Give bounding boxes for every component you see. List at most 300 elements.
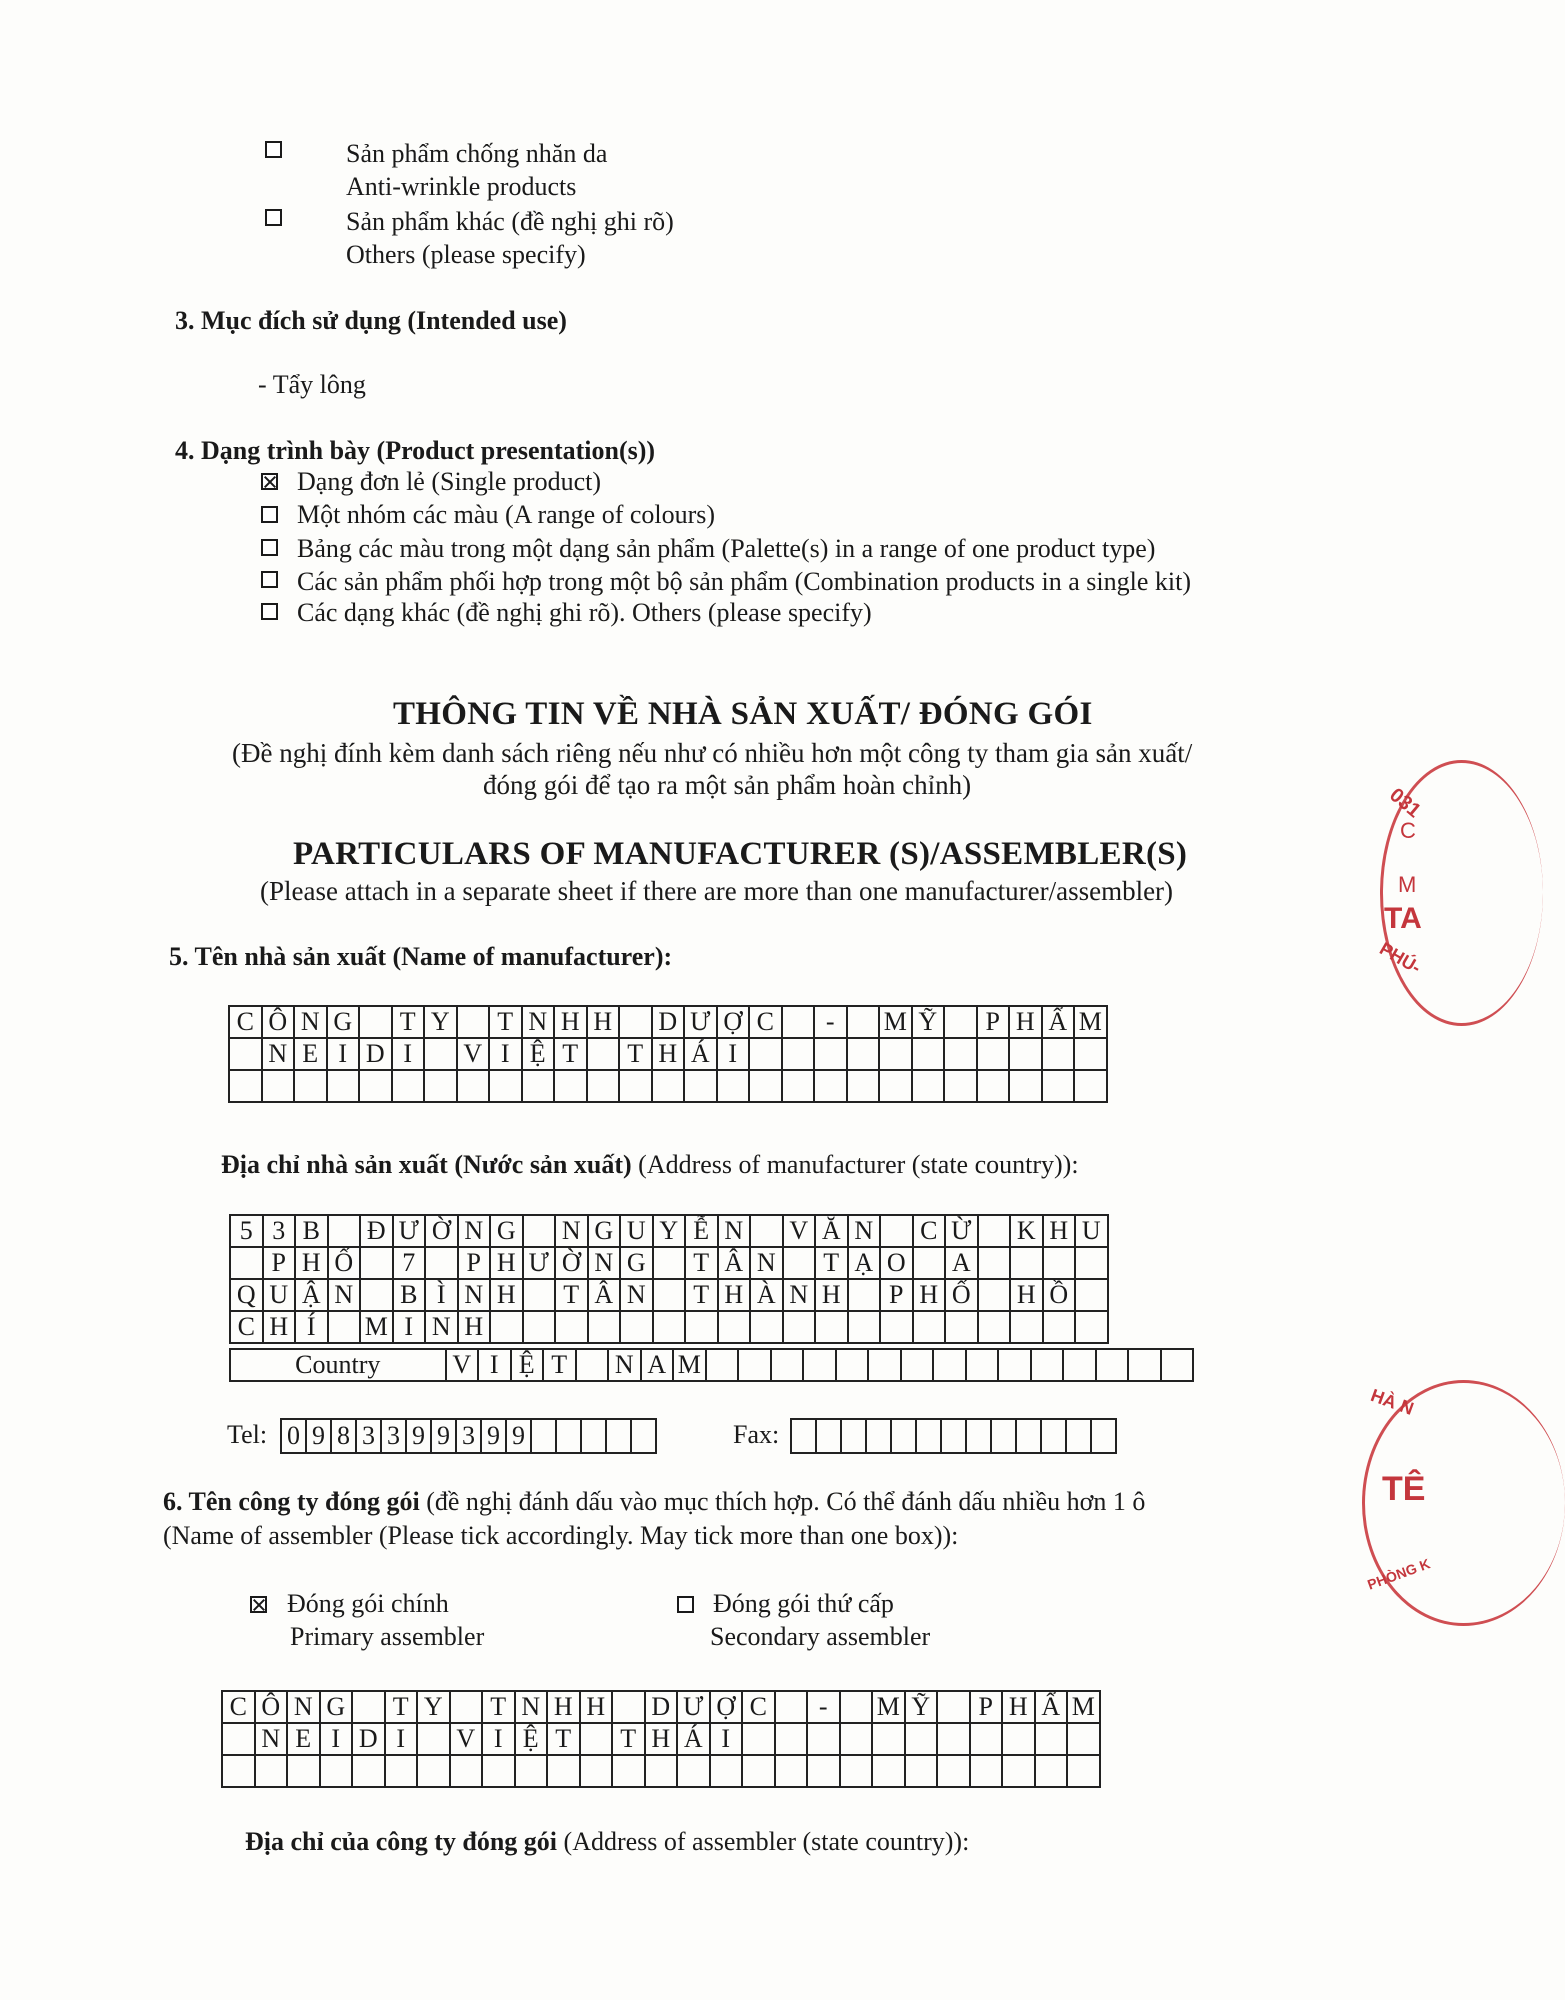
grid-cell[interactable] bbox=[320, 1755, 353, 1787]
grid-cell[interactable]: Ậ bbox=[295, 1279, 328, 1311]
grid-cell[interactable]: N bbox=[287, 1691, 320, 1723]
grid-cell[interactable]: H bbox=[490, 1247, 523, 1279]
grid-cell[interactable]: Ễ bbox=[685, 1215, 718, 1247]
grid-cell[interactable] bbox=[978, 1311, 1011, 1343]
grid-cell[interactable] bbox=[807, 1723, 840, 1755]
grid-cell[interactable] bbox=[1075, 1247, 1108, 1279]
grid-cell[interactable]: H bbox=[295, 1247, 328, 1279]
grid-cell[interactable]: N bbox=[294, 1006, 327, 1038]
grid-cell[interactable]: M bbox=[879, 1006, 912, 1038]
grid-cell[interactable] bbox=[966, 1349, 999, 1381]
grid-cell[interactable] bbox=[937, 1755, 970, 1787]
grid-cell[interactable]: T bbox=[685, 1247, 718, 1279]
grid-cell[interactable] bbox=[360, 1279, 393, 1311]
grid-cell[interactable]: T bbox=[547, 1723, 580, 1755]
grid-cell[interactable] bbox=[1002, 1755, 1035, 1787]
grid-cell[interactable] bbox=[1075, 1279, 1108, 1311]
grid-cell[interactable]: Ỹ bbox=[905, 1691, 938, 1723]
grid-cell[interactable]: Ư bbox=[677, 1691, 710, 1723]
grid-cell[interactable] bbox=[450, 1755, 483, 1787]
grid-cell[interactable] bbox=[424, 1038, 457, 1070]
digit-cell[interactable]: 9 bbox=[432, 1420, 457, 1452]
grid-cell[interactable]: A bbox=[945, 1247, 978, 1279]
grid-cell[interactable] bbox=[912, 1070, 945, 1102]
grid-cell[interactable] bbox=[612, 1691, 645, 1723]
grid-cell[interactable]: I bbox=[710, 1723, 743, 1755]
grid-cell[interactable]: N bbox=[458, 1215, 491, 1247]
digit-cell[interactable] bbox=[1092, 1420, 1117, 1452]
checkbox-other-presentation[interactable] bbox=[261, 603, 278, 620]
grid-cell[interactable] bbox=[872, 1723, 905, 1755]
grid-cell[interactable]: Ờ bbox=[425, 1215, 458, 1247]
grid-cell[interactable]: U bbox=[620, 1215, 653, 1247]
grid-cell[interactable] bbox=[807, 1755, 840, 1787]
grid-cell[interactable]: T bbox=[543, 1349, 576, 1381]
grid-cell[interactable] bbox=[775, 1691, 808, 1723]
grid-cell[interactable]: I bbox=[320, 1723, 353, 1755]
grid-cell[interactable] bbox=[880, 1215, 913, 1247]
grid-cell[interactable]: P bbox=[263, 1247, 296, 1279]
grid-cell[interactable]: P bbox=[977, 1006, 1010, 1038]
grid-cell[interactable] bbox=[547, 1755, 580, 1787]
digit-cell[interactable]: 9 bbox=[407, 1420, 432, 1452]
grid-cell[interactable]: C bbox=[229, 1006, 262, 1038]
grid-cell[interactable]: Ì bbox=[425, 1279, 458, 1311]
grid-cell[interactable] bbox=[998, 1349, 1031, 1381]
grid-cell[interactable]: Á bbox=[677, 1723, 710, 1755]
grid-cell[interactable] bbox=[490, 1311, 523, 1343]
grid-cell[interactable]: Ệ bbox=[515, 1723, 548, 1755]
grid-cell[interactable] bbox=[352, 1691, 385, 1723]
grid-cell[interactable] bbox=[359, 1006, 392, 1038]
grid-cell[interactable] bbox=[912, 1038, 945, 1070]
grid-cell[interactable] bbox=[944, 1070, 977, 1102]
grid-cell[interactable] bbox=[360, 1247, 393, 1279]
grid-cell[interactable] bbox=[588, 1311, 621, 1343]
grid-cell[interactable]: U bbox=[263, 1279, 296, 1311]
grid-cell[interactable]: D bbox=[645, 1691, 678, 1723]
grid-cell[interactable]: M bbox=[1067, 1691, 1100, 1723]
grid-cell[interactable]: À bbox=[750, 1279, 783, 1311]
grid-cell[interactable] bbox=[1042, 1038, 1075, 1070]
grid-cell[interactable] bbox=[619, 1070, 652, 1102]
grid-cell[interactable] bbox=[1042, 1070, 1075, 1102]
grid-cell[interactable]: T bbox=[619, 1038, 652, 1070]
grid-cell[interactable] bbox=[580, 1755, 613, 1787]
grid-cell[interactable] bbox=[815, 1311, 848, 1343]
grid-cell[interactable] bbox=[1010, 1247, 1043, 1279]
grid-cell[interactable] bbox=[944, 1006, 977, 1038]
grid-cell[interactable] bbox=[287, 1755, 320, 1787]
grid-cell[interactable] bbox=[742, 1723, 775, 1755]
grid-cell[interactable]: I bbox=[478, 1349, 511, 1381]
manufacturer-country-grid[interactable] bbox=[229, 1348, 1194, 1382]
grid-cell[interactable] bbox=[1009, 1070, 1042, 1102]
grid-cell[interactable]: Ô bbox=[255, 1691, 288, 1723]
grid-cell[interactable]: Á bbox=[684, 1038, 717, 1070]
grid-cell[interactable]: N bbox=[425, 1311, 458, 1343]
grid-cell[interactable]: Q bbox=[230, 1279, 263, 1311]
grid-cell[interactable] bbox=[392, 1070, 425, 1102]
grid-cell[interactable]: Ệ bbox=[511, 1349, 544, 1381]
grid-cell[interactable] bbox=[645, 1755, 678, 1787]
grid-cell[interactable]: H bbox=[580, 1691, 613, 1723]
grid-cell[interactable]: G bbox=[588, 1215, 621, 1247]
grid-cell[interactable] bbox=[612, 1755, 645, 1787]
grid-cell[interactable] bbox=[1035, 1755, 1068, 1787]
grid-cell[interactable] bbox=[425, 1247, 458, 1279]
digit-cell[interactable]: 3 bbox=[382, 1420, 407, 1452]
grid-cell[interactable] bbox=[1043, 1247, 1076, 1279]
checkbox-others-type[interactable] bbox=[265, 209, 282, 226]
grid-cell[interactable] bbox=[710, 1755, 743, 1787]
grid-cell[interactable]: T bbox=[385, 1691, 418, 1723]
grid-cell[interactable] bbox=[868, 1349, 901, 1381]
grid-cell[interactable] bbox=[945, 1311, 978, 1343]
grid-cell[interactable]: Ă bbox=[815, 1215, 848, 1247]
grid-cell[interactable] bbox=[523, 1215, 556, 1247]
grid-cell[interactable]: I bbox=[717, 1038, 750, 1070]
grid-cell[interactable]: - bbox=[814, 1006, 847, 1038]
grid-cell[interactable] bbox=[576, 1349, 609, 1381]
grid-cell[interactable]: V bbox=[450, 1723, 483, 1755]
digit-cell[interactable] bbox=[1042, 1420, 1067, 1452]
grid-cell[interactable]: Ư bbox=[684, 1006, 717, 1038]
grid-cell[interactable]: Ố bbox=[945, 1279, 978, 1311]
grid-cell[interactable] bbox=[978, 1247, 1011, 1279]
grid-cell[interactable] bbox=[944, 1038, 977, 1070]
digit-cell[interactable]: 3 bbox=[357, 1420, 382, 1452]
grid-cell[interactable] bbox=[782, 1038, 815, 1070]
digit-cell[interactable]: 9 bbox=[507, 1420, 532, 1452]
grid-cell[interactable]: H bbox=[815, 1279, 848, 1311]
grid-cell[interactable] bbox=[783, 1311, 816, 1343]
grid-cell[interactable]: I bbox=[392, 1038, 425, 1070]
grid-cell[interactable]: N bbox=[783, 1279, 816, 1311]
digit-cell[interactable] bbox=[557, 1420, 582, 1452]
grid-cell[interactable] bbox=[814, 1070, 847, 1102]
checkbox-anti-wrinkle[interactable] bbox=[265, 141, 282, 158]
grid-cell[interactable]: T bbox=[489, 1006, 522, 1038]
grid-cell[interactable]: N bbox=[588, 1247, 621, 1279]
grid-cell[interactable] bbox=[1074, 1038, 1107, 1070]
grid-cell[interactable] bbox=[1075, 1311, 1108, 1343]
grid-cell[interactable] bbox=[222, 1755, 255, 1787]
grid-cell[interactable] bbox=[872, 1755, 905, 1787]
grid-cell[interactable] bbox=[653, 1247, 686, 1279]
grid-cell[interactable]: H bbox=[263, 1311, 296, 1343]
grid-cell[interactable] bbox=[523, 1279, 556, 1311]
grid-cell[interactable]: N bbox=[718, 1215, 751, 1247]
grid-cell[interactable]: P bbox=[970, 1691, 1003, 1723]
digit-cell[interactable] bbox=[582, 1420, 607, 1452]
grid-cell[interactable] bbox=[937, 1691, 970, 1723]
digit-cell[interactable]: 8 bbox=[332, 1420, 357, 1452]
grid-cell[interactable] bbox=[1009, 1038, 1042, 1070]
grid-cell[interactable]: K bbox=[1010, 1215, 1043, 1247]
grid-cell[interactable] bbox=[417, 1723, 450, 1755]
grid-cell[interactable] bbox=[222, 1723, 255, 1755]
grid-cell[interactable] bbox=[933, 1349, 966, 1381]
grid-cell[interactable] bbox=[229, 1070, 262, 1102]
grid-cell[interactable]: 5 bbox=[230, 1215, 263, 1247]
grid-cell[interactable]: N bbox=[620, 1279, 653, 1311]
grid-cell[interactable]: T bbox=[554, 1038, 587, 1070]
grid-cell[interactable] bbox=[905, 1755, 938, 1787]
digit-cell[interactable] bbox=[867, 1420, 892, 1452]
grid-cell[interactable] bbox=[1161, 1349, 1194, 1381]
grid-cell[interactable]: H bbox=[913, 1279, 946, 1311]
digit-cell[interactable]: 0 bbox=[282, 1420, 307, 1452]
digit-cell[interactable] bbox=[817, 1420, 842, 1452]
grid-cell[interactable]: H bbox=[1009, 1006, 1042, 1038]
digit-cell[interactable] bbox=[842, 1420, 867, 1452]
grid-cell[interactable] bbox=[450, 1691, 483, 1723]
grid-cell[interactable]: N bbox=[255, 1723, 288, 1755]
grid-cell[interactable] bbox=[1043, 1311, 1076, 1343]
grid-cell[interactable] bbox=[836, 1349, 869, 1381]
grid-cell[interactable] bbox=[738, 1349, 771, 1381]
grid-cell[interactable] bbox=[775, 1755, 808, 1787]
grid-cell[interactable] bbox=[255, 1755, 288, 1787]
grid-cell[interactable] bbox=[970, 1723, 1003, 1755]
grid-cell[interactable] bbox=[515, 1755, 548, 1787]
grid-cell[interactable]: H bbox=[1002, 1691, 1035, 1723]
grid-cell[interactable]: E bbox=[294, 1038, 327, 1070]
grid-cell[interactable] bbox=[587, 1038, 620, 1070]
grid-cell[interactable] bbox=[619, 1006, 652, 1038]
manufacturer-address-grid[interactable] bbox=[229, 1214, 1109, 1344]
grid-cell[interactable] bbox=[717, 1070, 750, 1102]
digit-cell[interactable] bbox=[607, 1420, 632, 1452]
grid-cell[interactable] bbox=[847, 1006, 880, 1038]
grid-cell[interactable] bbox=[1067, 1723, 1100, 1755]
grid-cell[interactable] bbox=[848, 1279, 881, 1311]
digit-cell[interactable] bbox=[1067, 1420, 1092, 1452]
grid-cell[interactable]: I bbox=[393, 1311, 426, 1343]
grid-cell[interactable]: 7 bbox=[393, 1247, 426, 1279]
grid-cell[interactable] bbox=[653, 1279, 686, 1311]
grid-cell[interactable] bbox=[328, 1215, 361, 1247]
grid-cell[interactable] bbox=[977, 1038, 1010, 1070]
grid-cell[interactable]: Ỹ bbox=[912, 1006, 945, 1038]
fax-field[interactable] bbox=[790, 1418, 1117, 1454]
grid-cell[interactable]: M bbox=[1074, 1006, 1107, 1038]
tel-field[interactable] bbox=[280, 1418, 657, 1454]
grid-cell[interactable]: M bbox=[872, 1691, 905, 1723]
grid-cell[interactable]: G bbox=[320, 1691, 353, 1723]
grid-cell[interactable]: H bbox=[645, 1723, 678, 1755]
grid-cell[interactable]: H bbox=[587, 1006, 620, 1038]
grid-cell[interactable]: M bbox=[360, 1311, 393, 1343]
grid-cell[interactable]: E bbox=[287, 1723, 320, 1755]
grid-cell[interactable] bbox=[750, 1311, 783, 1343]
grid-cell[interactable]: Í bbox=[295, 1311, 328, 1343]
grid-cell[interactable]: N bbox=[848, 1215, 881, 1247]
grid-cell[interactable]: Ờ bbox=[555, 1247, 588, 1279]
grid-cell[interactable]: D bbox=[359, 1038, 392, 1070]
grid-cell[interactable] bbox=[327, 1070, 360, 1102]
grid-cell[interactable] bbox=[684, 1070, 717, 1102]
grid-cell[interactable]: T bbox=[815, 1247, 848, 1279]
digit-cell[interactable] bbox=[532, 1420, 557, 1452]
checkbox-secondary-assembler[interactable] bbox=[677, 1596, 694, 1613]
grid-cell[interactable]: N bbox=[522, 1006, 555, 1038]
grid-cell[interactable]: I bbox=[489, 1038, 522, 1070]
grid-cell[interactable]: C bbox=[222, 1691, 255, 1723]
grid-cell[interactable] bbox=[749, 1070, 782, 1102]
grid-cell[interactable]: N bbox=[515, 1691, 548, 1723]
grid-cell[interactable] bbox=[677, 1755, 710, 1787]
grid-cell[interactable] bbox=[1031, 1349, 1064, 1381]
grid-cell[interactable]: G bbox=[620, 1247, 653, 1279]
grid-cell[interactable]: H bbox=[718, 1279, 751, 1311]
grid-cell[interactable]: Đ bbox=[360, 1215, 393, 1247]
digit-cell[interactable]: 9 bbox=[307, 1420, 332, 1452]
grid-cell[interactable] bbox=[1067, 1755, 1100, 1787]
grid-cell[interactable]: H bbox=[458, 1311, 491, 1343]
checkbox-palette[interactable] bbox=[261, 539, 278, 556]
grid-cell[interactable] bbox=[229, 1038, 262, 1070]
grid-cell[interactable] bbox=[848, 1311, 881, 1343]
grid-cell[interactable]: Ố bbox=[328, 1247, 361, 1279]
grid-cell[interactable] bbox=[489, 1070, 522, 1102]
grid-cell[interactable] bbox=[814, 1038, 847, 1070]
grid-cell[interactable]: Ẩ bbox=[1042, 1006, 1075, 1038]
grid-cell[interactable] bbox=[230, 1247, 263, 1279]
grid-cell[interactable] bbox=[1063, 1349, 1096, 1381]
grid-cell[interactable]: Ồ bbox=[1043, 1279, 1076, 1311]
grid-cell[interactable]: B bbox=[295, 1215, 328, 1247]
digit-cell[interactable]: 9 bbox=[482, 1420, 507, 1452]
grid-cell[interactable]: T bbox=[482, 1691, 515, 1723]
grid-cell[interactable]: C bbox=[230, 1311, 263, 1343]
grid-cell[interactable] bbox=[913, 1311, 946, 1343]
grid-cell[interactable]: T bbox=[392, 1006, 425, 1038]
grid-cell[interactable]: N bbox=[608, 1349, 641, 1381]
grid-cell[interactable]: H bbox=[554, 1006, 587, 1038]
grid-cell[interactable] bbox=[482, 1755, 515, 1787]
grid-cell[interactable]: D bbox=[652, 1006, 685, 1038]
grid-cell[interactable]: V bbox=[783, 1215, 816, 1247]
grid-cell[interactable] bbox=[718, 1311, 751, 1343]
grid-cell[interactable]: U bbox=[1075, 1215, 1108, 1247]
grid-cell[interactable] bbox=[977, 1070, 1010, 1102]
grid-cell[interactable]: C bbox=[913, 1215, 946, 1247]
grid-cell[interactable]: P bbox=[880, 1279, 913, 1311]
grid-cell[interactable]: H bbox=[1043, 1215, 1076, 1247]
grid-cell[interactable] bbox=[685, 1311, 718, 1343]
grid-cell[interactable] bbox=[294, 1070, 327, 1102]
grid-cell[interactable] bbox=[901, 1349, 934, 1381]
grid-cell[interactable] bbox=[937, 1723, 970, 1755]
grid-cell[interactable]: D bbox=[352, 1723, 385, 1755]
grid-cell[interactable] bbox=[580, 1723, 613, 1755]
grid-cell[interactable] bbox=[847, 1070, 880, 1102]
grid-cell[interactable] bbox=[652, 1070, 685, 1102]
grid-cell[interactable]: - bbox=[807, 1691, 840, 1723]
grid-cell[interactable]: Ư bbox=[523, 1247, 556, 1279]
grid-cell[interactable] bbox=[328, 1311, 361, 1343]
grid-cell[interactable]: T bbox=[685, 1279, 718, 1311]
grid-cell[interactable]: I bbox=[482, 1723, 515, 1755]
grid-cell[interactable] bbox=[457, 1006, 490, 1038]
grid-cell[interactable] bbox=[457, 1070, 490, 1102]
grid-cell[interactable]: Ợ bbox=[710, 1691, 743, 1723]
grid-cell[interactable] bbox=[970, 1755, 1003, 1787]
grid-cell[interactable] bbox=[359, 1070, 392, 1102]
grid-cell[interactable] bbox=[742, 1755, 775, 1787]
digit-cell[interactable] bbox=[992, 1420, 1017, 1452]
grid-cell[interactable]: H bbox=[547, 1691, 580, 1723]
grid-cell[interactable] bbox=[775, 1723, 808, 1755]
grid-cell[interactable]: V bbox=[457, 1038, 490, 1070]
digit-cell[interactable] bbox=[892, 1420, 917, 1452]
grid-cell[interactable]: Ô bbox=[262, 1006, 295, 1038]
grid-cell[interactable]: P bbox=[458, 1247, 491, 1279]
grid-cell[interactable]: N bbox=[262, 1038, 295, 1070]
grid-cell[interactable] bbox=[555, 1311, 588, 1343]
grid-cell[interactable] bbox=[1010, 1311, 1043, 1343]
grid-cell[interactable] bbox=[587, 1070, 620, 1102]
grid-cell[interactable]: I bbox=[385, 1723, 418, 1755]
digit-cell[interactable] bbox=[942, 1420, 967, 1452]
grid-cell[interactable]: Â bbox=[588, 1279, 621, 1311]
checkbox-range-of-colours[interactable] bbox=[261, 506, 278, 523]
grid-cell[interactable] bbox=[840, 1755, 873, 1787]
grid-cell[interactable]: I bbox=[327, 1038, 360, 1070]
grid-cell[interactable]: G bbox=[327, 1006, 360, 1038]
digit-cell[interactable] bbox=[967, 1420, 992, 1452]
grid-cell[interactable] bbox=[262, 1070, 295, 1102]
grid-cell[interactable] bbox=[847, 1038, 880, 1070]
grid-cell[interactable]: V bbox=[446, 1349, 479, 1381]
grid-cell[interactable] bbox=[352, 1755, 385, 1787]
grid-cell[interactable] bbox=[840, 1723, 873, 1755]
grid-cell[interactable] bbox=[803, 1349, 836, 1381]
grid-cell[interactable]: Y bbox=[417, 1691, 450, 1723]
grid-cell[interactable]: G bbox=[490, 1215, 523, 1247]
grid-cell[interactable] bbox=[913, 1247, 946, 1279]
grid-cell[interactable] bbox=[417, 1755, 450, 1787]
grid-cell[interactable] bbox=[840, 1691, 873, 1723]
grid-cell[interactable]: Ệ bbox=[522, 1038, 555, 1070]
grid-cell[interactable]: 3 bbox=[263, 1215, 296, 1247]
checkbox-combination-kit[interactable] bbox=[261, 571, 278, 588]
grid-cell[interactable]: Ẩ bbox=[1035, 1691, 1068, 1723]
grid-cell[interactable] bbox=[523, 1311, 556, 1343]
grid-cell[interactable]: M bbox=[673, 1349, 706, 1381]
grid-cell[interactable] bbox=[978, 1279, 1011, 1311]
grid-cell[interactable]: N bbox=[555, 1215, 588, 1247]
digit-cell[interactable] bbox=[792, 1420, 817, 1452]
grid-cell[interactable] bbox=[880, 1311, 913, 1343]
checkbox-primary-assembler[interactable] bbox=[250, 1596, 267, 1613]
checkbox-single-product[interactable] bbox=[261, 473, 278, 490]
grid-cell[interactable] bbox=[1035, 1723, 1068, 1755]
grid-cell[interactable]: H bbox=[652, 1038, 685, 1070]
grid-cell[interactable]: H bbox=[1010, 1279, 1043, 1311]
grid-cell[interactable]: Ạ bbox=[848, 1247, 881, 1279]
grid-cell[interactable]: C bbox=[749, 1006, 782, 1038]
grid-cell[interactable] bbox=[978, 1215, 1011, 1247]
grid-cell[interactable] bbox=[771, 1349, 804, 1381]
grid-cell[interactable]: Ư bbox=[393, 1215, 426, 1247]
grid-cell[interactable] bbox=[620, 1311, 653, 1343]
grid-cell[interactable] bbox=[782, 1070, 815, 1102]
grid-cell[interactable] bbox=[1074, 1070, 1107, 1102]
grid-cell[interactable] bbox=[706, 1349, 739, 1381]
